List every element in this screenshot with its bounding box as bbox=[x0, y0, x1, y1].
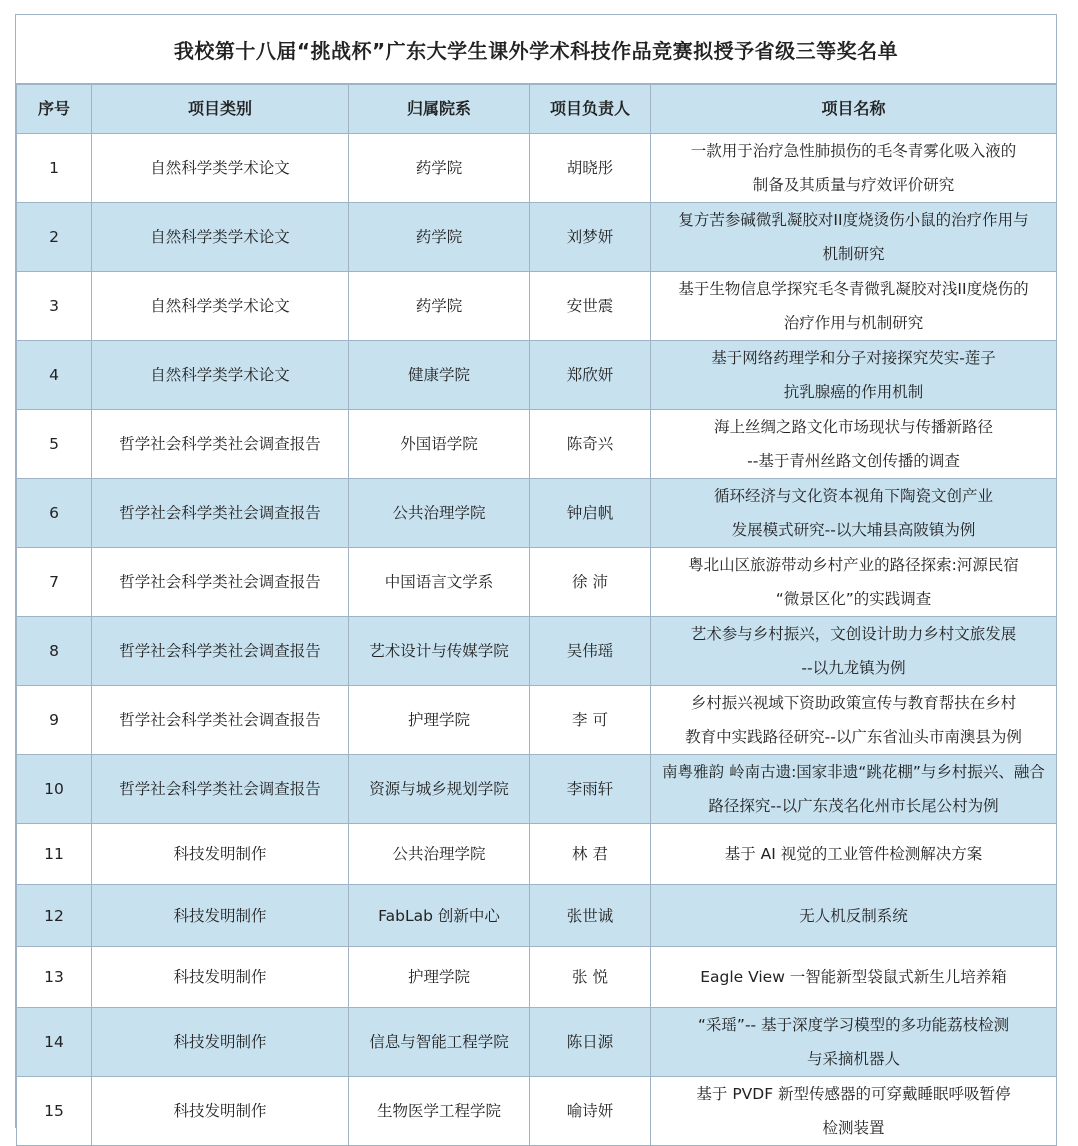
cell-no: 3 bbox=[17, 272, 92, 341]
table-row bbox=[17, 947, 1057, 1008]
cell-category: 哲学社会科学类社会调查报告 bbox=[92, 479, 349, 548]
project-name-line: 南粤雅韵 岭南古遗:国家非遗“跳花棚”与乡村振兴、融合 bbox=[662, 763, 1045, 781]
table-row bbox=[17, 548, 1057, 617]
table-row bbox=[17, 1008, 1057, 1077]
project-name-line: 复方苦参碱微乳凝胶对II度烧烫伤小鼠的治疗作用与 bbox=[678, 211, 1029, 229]
table-header-row bbox=[17, 85, 1057, 134]
project-name-line: 一款用于治疗急性肺损伤的毛冬青雾化吸入液的 bbox=[690, 142, 1017, 160]
cell-leader: 张世诚 bbox=[530, 885, 651, 947]
cell-project-name bbox=[651, 686, 1057, 755]
cell-category: 科技发明制作 bbox=[92, 947, 349, 1008]
cell-category: 哲学社会科学类社会调查报告 bbox=[92, 686, 349, 755]
cell-no: 12 bbox=[17, 885, 92, 947]
cell-department: 信息与智能工程学院 bbox=[349, 1008, 530, 1077]
cell-project-name bbox=[651, 755, 1057, 824]
cell-leader: 林 君 bbox=[530, 824, 651, 885]
cell-project-name bbox=[651, 203, 1057, 272]
cell-no: 9 bbox=[17, 686, 92, 755]
cell-no: 11 bbox=[17, 824, 92, 885]
cell-leader: 胡晓彤 bbox=[530, 134, 651, 203]
project-name-line: 无人机反制系统 bbox=[799, 906, 908, 925]
project-name-line: 检测装置 bbox=[822, 1119, 885, 1137]
header-leader: 项目负责人 bbox=[530, 85, 651, 134]
table-row bbox=[17, 479, 1057, 548]
cell-no: 10 bbox=[17, 755, 92, 824]
cell-no: 5 bbox=[17, 410, 92, 479]
cell-no: 15 bbox=[17, 1077, 92, 1146]
cell-department: 公共治理学院 bbox=[349, 824, 530, 885]
cell-leader: 李雨轩 bbox=[530, 755, 651, 824]
cell-leader: 陈日源 bbox=[530, 1008, 651, 1077]
project-name-line: 抗乳腺癌的作用机制 bbox=[783, 383, 924, 401]
cell-leader: 安世震 bbox=[530, 272, 651, 341]
cell-category: 科技发明制作 bbox=[92, 1077, 349, 1146]
cell-project-name bbox=[651, 947, 1057, 1008]
cell-department: 药学院 bbox=[349, 272, 530, 341]
project-name-line: 艺术参与乡村振兴，文创设计助力乡村文旅发展 bbox=[690, 625, 1017, 643]
cell-no: 6 bbox=[17, 479, 92, 548]
cell-leader: 李 可 bbox=[530, 686, 651, 755]
cell-department: FabLab 创新中心 bbox=[349, 885, 530, 947]
cell-department: 资源与城乡规划学院 bbox=[349, 755, 530, 824]
award-table bbox=[16, 84, 1057, 1146]
cell-department: 外国语学院 bbox=[349, 410, 530, 479]
cell-project-name bbox=[651, 1008, 1057, 1077]
project-name-line: 治疗作用与机制研究 bbox=[783, 314, 924, 332]
cell-department: 药学院 bbox=[349, 203, 530, 272]
project-name-line: 基于生物信息学探究毛冬青微乳凝胶对浅II度烧伤的 bbox=[678, 280, 1029, 298]
cell-department: 艺术设计与传媒学院 bbox=[349, 617, 530, 686]
award-list-document bbox=[15, 14, 1057, 1137]
table-row bbox=[17, 885, 1057, 947]
cell-project-name bbox=[651, 134, 1057, 203]
cell-project-name bbox=[651, 548, 1057, 617]
cell-category: 科技发明制作 bbox=[92, 824, 349, 885]
table-row bbox=[17, 410, 1057, 479]
project-name-line: --以九龙镇为例 bbox=[801, 659, 906, 677]
project-name-line: 发展模式研究--以大埔县高陂镇为例 bbox=[731, 521, 976, 539]
cell-category: 自然科学类学术论文 bbox=[92, 341, 349, 410]
project-name-line: 教育中实践路径研究--以广东省汕头市南澳县为例 bbox=[685, 728, 1022, 746]
cell-category: 哲学社会科学类社会调查报告 bbox=[92, 548, 349, 617]
cell-no: 8 bbox=[17, 617, 92, 686]
cell-leader: 吴伟瑶 bbox=[530, 617, 651, 686]
project-name-line: 制备及其质量与疗效评价研究 bbox=[752, 176, 955, 194]
cell-department: 健康学院 bbox=[349, 341, 530, 410]
cell-leader: 喻诗妍 bbox=[530, 1077, 651, 1146]
cell-no: 4 bbox=[17, 341, 92, 410]
table-row bbox=[17, 686, 1057, 755]
cell-project-name bbox=[651, 341, 1057, 410]
project-name-line: 与采摘机器人 bbox=[806, 1050, 900, 1068]
table-row bbox=[17, 272, 1057, 341]
table-row bbox=[17, 1077, 1057, 1146]
project-name-line: 粤北山区旅游带动乡村产业的路径探索:河源民宿 bbox=[688, 556, 1019, 574]
project-name-line: 基于网络药理学和分子对接探究芡实-莲子 bbox=[711, 349, 996, 367]
cell-leader: 郑欣妍 bbox=[530, 341, 651, 410]
header-no: 序号 bbox=[17, 85, 92, 134]
cell-project-name bbox=[651, 272, 1057, 341]
project-name-line: Eagle View 一智能新型袋鼠式新生儿培养箱 bbox=[700, 968, 1007, 986]
cell-no: 1 bbox=[17, 134, 92, 203]
cell-department: 中国语言文学系 bbox=[349, 548, 530, 617]
cell-project-name bbox=[651, 410, 1057, 479]
cell-category: 哲学社会科学类社会调查报告 bbox=[92, 617, 349, 686]
cell-category: 科技发明制作 bbox=[92, 1008, 349, 1077]
document-title: 我校第十八届“挑战杯”广东大学生课外学术科技作品竞赛拟授予省级三等奖名单 bbox=[16, 15, 1056, 84]
cell-category: 自然科学类学术论文 bbox=[92, 134, 349, 203]
cell-department: 护理学院 bbox=[349, 686, 530, 755]
project-name-line: “微景区化”的实践调查 bbox=[775, 590, 932, 608]
cell-project-name bbox=[651, 824, 1057, 885]
cell-project-name bbox=[651, 885, 1057, 947]
cell-leader: 徐 沛 bbox=[530, 548, 651, 617]
cell-no: 7 bbox=[17, 548, 92, 617]
table-row bbox=[17, 134, 1057, 203]
header-project-name: 项目名称 bbox=[651, 85, 1057, 134]
cell-leader: 张 悦 bbox=[530, 947, 651, 1008]
cell-no: 2 bbox=[17, 203, 92, 272]
cell-leader: 刘梦妍 bbox=[530, 203, 651, 272]
cell-category: 哲学社会科学类社会调查报告 bbox=[92, 410, 349, 479]
project-name-line: 路径探究--以广东茂名化州市长尾公村为例 bbox=[708, 797, 999, 815]
header-category: 项目类别 bbox=[92, 85, 349, 134]
project-name-line: 机制研究 bbox=[822, 245, 885, 263]
table-row bbox=[17, 617, 1057, 686]
cell-project-name bbox=[651, 617, 1057, 686]
cell-category: 自然科学类学术论文 bbox=[92, 272, 349, 341]
cell-leader: 陈奇兴 bbox=[530, 410, 651, 479]
table-row bbox=[17, 341, 1057, 410]
cell-category: 科技发明制作 bbox=[92, 885, 349, 947]
project-name-line: “采瑶”-- 基于深度学习模型的多功能荔枝检测 bbox=[697, 1016, 1010, 1034]
cell-category: 自然科学类学术论文 bbox=[92, 203, 349, 272]
project-name-line: 乡村振兴视域下资助政策宣传与教育帮扶在乡村 bbox=[690, 694, 1017, 712]
table-body bbox=[17, 134, 1057, 1146]
project-name-line: 基于 AI 视觉的工业管件检测解决方案 bbox=[724, 845, 983, 863]
project-name-line: --基于青州丝路文创传播的调查 bbox=[747, 452, 960, 470]
project-name-line: 海上丝绸之路文化市场现状与传播新路径 bbox=[713, 418, 993, 436]
table-row bbox=[17, 755, 1057, 824]
table-row bbox=[17, 824, 1057, 885]
cell-department: 护理学院 bbox=[349, 947, 530, 1008]
project-name-line: 基于 PVDF 新型传感器的可穿戴睡眠呼吸暂停 bbox=[696, 1085, 1011, 1103]
cell-department: 药学院 bbox=[349, 134, 530, 203]
cell-no: 13 bbox=[17, 947, 92, 1008]
cell-leader: 钟启帆 bbox=[530, 479, 651, 548]
project-name-line: 循环经济与文化资本视角下陶瓷文创产业 bbox=[713, 487, 993, 505]
header-department: 归属院系 bbox=[349, 85, 530, 134]
cell-category: 哲学社会科学类社会调查报告 bbox=[92, 755, 349, 824]
cell-department: 公共治理学院 bbox=[349, 479, 530, 548]
cell-project-name bbox=[651, 1077, 1057, 1146]
cell-department: 生物医学工程学院 bbox=[349, 1077, 530, 1146]
cell-no: 14 bbox=[17, 1008, 92, 1077]
table-row bbox=[17, 203, 1057, 272]
cell-project-name bbox=[651, 479, 1057, 548]
